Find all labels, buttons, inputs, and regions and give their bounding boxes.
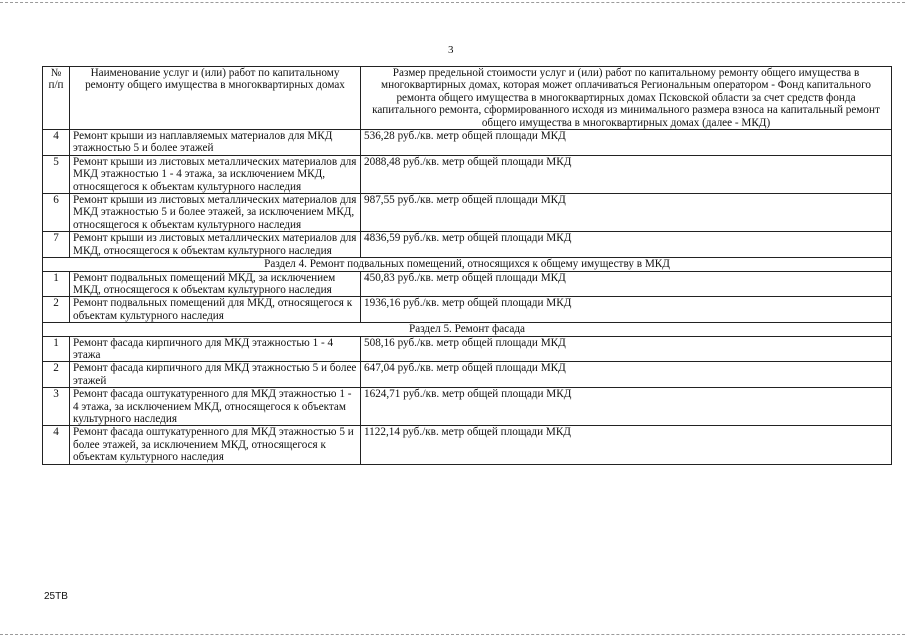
row-cost: 1122,14 руб./кв. метр общей площади МКД: [361, 426, 892, 464]
table-row: [43, 130, 892, 156]
table-row: [43, 362, 892, 388]
row-cost: 450,83 руб./кв. метр общей площади МКД: [361, 271, 892, 297]
row-name: Ремонт крыши из наплавляемых материалов для МКД этажностью 5 и более этажей: [70, 130, 361, 156]
section-heading-row: [43, 323, 892, 336]
row-cost: 1936,16 руб./кв. метр общей площади МКД: [361, 297, 892, 323]
header-cost: Размер предельной стоимости услуг и (или) работ по капитальному ремонту общего имущества в многоквартирных домах, которая может оплачиваться Региональным оператором - Фонд капитального ремонта общего имущества в многоквартирных домах Псковской области за счет средств фонда капитального ремонта, сформированного исходя из минимального размера взноса на капитальный ремонт общего имущества в многоквартирных домах (далее - МКД): [361, 67, 892, 130]
row-cost: 508,16 руб./кв. метр общей площади МКД: [361, 336, 892, 362]
row-num: 7: [43, 232, 70, 258]
section-4-title: Раздел 4. Ремонт подвальных помещений, относящихся к общему имуществу в МКД: [43, 258, 892, 271]
row-cost: 2088,48 руб./кв. метр общей площади МКД: [361, 155, 892, 193]
table-row: [43, 426, 892, 464]
row-cost: 536,28 руб./кв. метр общей площади МКД: [361, 130, 892, 156]
row-num: 3: [43, 388, 70, 426]
row-name: Ремонт подвальных помещений для МКД, относящегося к объектам культурного наследия: [70, 297, 361, 323]
row-num: 4: [43, 130, 70, 156]
header-name: Наименование услуг и (или) работ по капитальному ремонту общего имущества в многоквартирных домах: [70, 67, 361, 130]
row-name: Ремонт фасада оштукатуренного для МКД этажностью 5 и более этажей, за исключением МКД, относящегося к объектам культурного наследия: [70, 426, 361, 464]
row-num: 1: [43, 271, 70, 297]
row-num: 1: [43, 336, 70, 362]
table-row: [43, 194, 892, 232]
row-cost: 987,55 руб./кв. метр общей площади МКД: [361, 194, 892, 232]
row-name: Ремонт крыши из листовых металлических материалов для МКД этажностью 5 и более этажей, за исключением МКД, относящегося к объектам культурного наследия: [70, 194, 361, 232]
row-name: Ремонт фасада кирпичного для МКД этажностью 5 и более этажей: [70, 362, 361, 388]
row-name: Ремонт подвальных помещений МКД, за исключением МКД, относящегося к объектам культурного наследия: [70, 271, 361, 297]
row-num: 4: [43, 426, 70, 464]
row-name: Ремонт крыши из листовых металлических материалов для МКД, относящегося к объектам культурного наследия: [70, 232, 361, 258]
table-header-row: [43, 67, 892, 130]
row-cost: 647,04 руб./кв. метр общей площади МКД: [361, 362, 892, 388]
table-row: [43, 271, 892, 297]
row-name: Ремонт крыши из листовых металлических материалов для МКД этажностью 1 - 4 этажа, за исключением МКД, относящегося к объектам культурного наследия: [70, 155, 361, 193]
scan-edge-top: [0, 2, 905, 3]
row-num: 2: [43, 362, 70, 388]
row-num: 2: [43, 297, 70, 323]
row-cost: 4836,59 руб./кв. метр общей площади МКД: [361, 232, 892, 258]
scan-edge-bottom: [0, 634, 905, 635]
row-num: 6: [43, 194, 70, 232]
row-cost: 1624,71 руб./кв. метр общей площади МКД: [361, 388, 892, 426]
table-row: [43, 155, 892, 193]
cost-table: [42, 66, 892, 465]
table-row: [43, 232, 892, 258]
row-num: 5: [43, 155, 70, 193]
table-row: [43, 297, 892, 323]
footer-code: 25ТВ: [44, 591, 68, 602]
row-name: Ремонт фасада оштукатуренного для МКД этажностью 1 - 4 этажа, за исключением МКД, относящегося к объектам культурного наследия: [70, 388, 361, 426]
row-name: Ремонт фасада кирпичного для МКД этажностью 1 - 4 этажа: [70, 336, 361, 362]
header-num: № п/п: [43, 67, 70, 130]
table-row: [43, 388, 892, 426]
section-5-title: Раздел 5. Ремонт фасада: [43, 323, 892, 336]
table-row: [43, 336, 892, 362]
page-number: 3: [448, 44, 454, 56]
section-heading-row: [43, 258, 892, 271]
